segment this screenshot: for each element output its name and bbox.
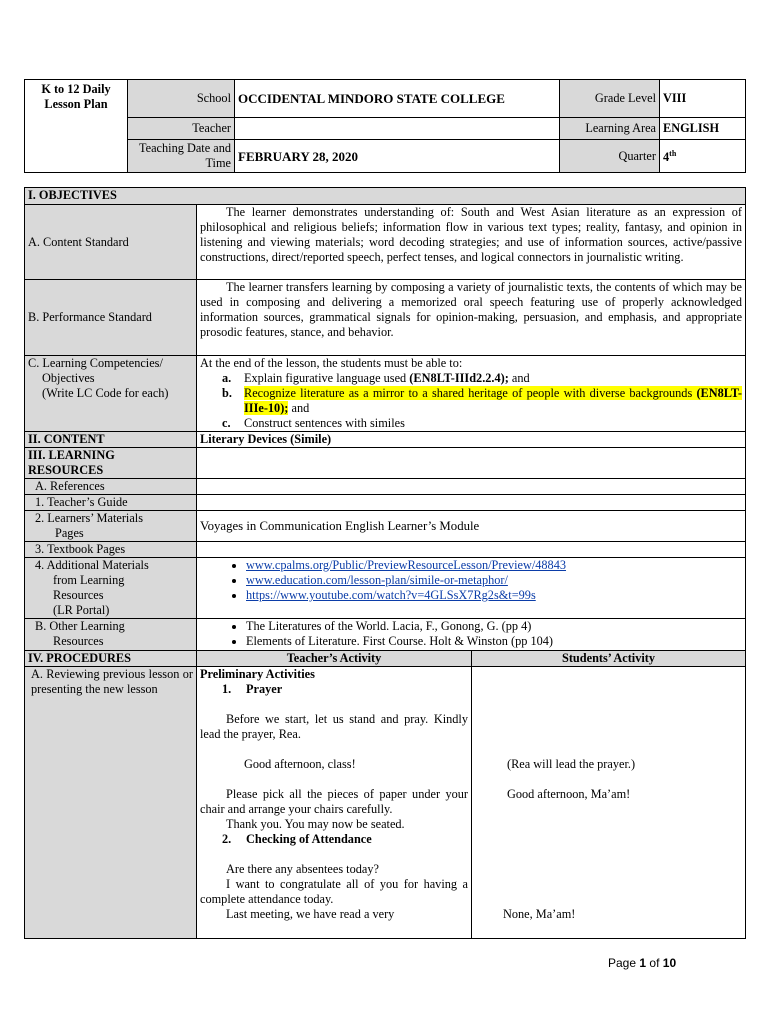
resources-heading: III. LEARNING RESOURCES [25,448,197,479]
teacher-line-congratulate: I want to congratulate all of you for having a complete attendance today. [200,877,468,906]
performance-standard-label: B. Performance Standard [25,280,197,356]
performance-standard-text: The learner transfers learning by composing a variety of journalistic texts, the contents of which may be used in composing and delivering a memorized oral speech featuring use of properly acknowledged information sources, grammatical signals for opinion-making, persuasion, and emphasis, and appropriate prosodic features, stance, and behavior. [197,280,746,356]
teacher-line-absentees: Are there any absentees today? [226,862,379,876]
dlp-title: K to 12 Daily Lesson Plan [25,80,128,173]
link-item[interactable] [246,558,742,573]
page-number: Page 1 of 10 [608,956,677,970]
other-resources-label: B. Other Learning Resources [25,619,197,651]
teacher-line-greeting: Good afternoon, class! [244,757,356,771]
learning-area-label: Learning Area [560,118,660,140]
teacher-label: Teacher [128,118,235,140]
teaching-date-value: FEBRUARY 28, 2020 [235,140,560,173]
school-label: School [128,80,235,118]
content-standard-text: The learner demonstrates understanding of: South and West Asian literature as an expression of philosophical and religious beliefs; information flow in various text types; reality, fantasy, and opinion in listening and viewing materials; word decoding strategies; and use of information sources, active/passive constructions, direct/reported speech, perfect tenses, and logical connectors in journalistic writing. [197,205,746,280]
prayer-heading: 1. Prayer [222,682,283,696]
teacher-value [235,118,560,140]
competency-c: c. Construct sentences with similes [222,416,405,430]
students-activity-heading: Students’ Activity [472,651,746,667]
textbook-pages-label: 3. Textbook Pages [25,542,197,558]
teacher-line-paper: Please pick all the pieces of paper under your chair and arrange your chairs carefully. [200,787,468,816]
competencies-content: At the end of the lesson, the students must be able to: a. Explain figurative language used (EN8LT-IIId2.2.4); and b. Recognize literature as a mirror to a shared heritage of people with diverse backgrounds (EN8LT-IIIe-10); and c. Construct sentences with similes [197,356,746,432]
content-heading: II. CONTENT [25,432,197,448]
procedures-heading: IV. PROCEDURES [25,651,197,667]
header-table [24,79,746,173]
other-resources-list [197,619,746,651]
teacher-line-seated: Thank you. You may now be seated. [226,817,405,831]
other-resource-item: • The Literatures of the World. Lacia, F., Gonong, G. (pp 4) [246,619,742,634]
teachers-guide-label: 1. Teacher’s Guide [25,495,197,511]
step-a-label: A. Reviewing previous lesson or presenting the new lesson [25,667,197,939]
preliminary-heading: Preliminary Activities [200,667,315,681]
education-link[interactable]: www.education.com/lesson-plan/simile-or-metaphor/ [246,573,508,587]
main-table [24,187,746,939]
school-value: OCCIDENTAL MINDORO STATE COLLEGE [235,80,560,118]
teacher-activity-cell [197,667,472,939]
competency-b: b. Recognize literature as a mirror to a shared heritage of people with diverse backgrounds (EN8LT-IIIe-10); and [222,386,743,415]
teaching-date-label: Teaching Date and Time [128,140,235,173]
quarter-value: 4th [660,140,746,173]
teacher-line-last-meeting: Last meeting, we have read a very [226,907,395,921]
link-item[interactable] [246,573,742,588]
learning-area-value: ENGLISH [660,118,746,140]
learners-materials-label: 2. Learners’ Materials Pages [25,511,197,542]
student-line-none: None, Ma’am! [503,907,576,921]
references-label: A. References [25,479,197,495]
additional-materials-links [197,558,746,619]
link-item[interactable] [246,588,742,603]
additional-materials-label: 4. Additional Materials from Learning Resources (LR Portal) [25,558,197,619]
content-value: Literary Devices (Simile) [197,432,746,448]
content-standard-label: A. Content Standard [25,205,197,280]
teacher-activity-heading: Teacher’s Activity [197,651,472,667]
other-resource-item: • Elements of Literature. First Course. Holt & Winston (pp 104) [246,634,742,649]
teacher-line-prayer: Before we start, let us stand and pray. Kindly lead the prayer, Rea. [200,712,468,741]
attendance-heading: 2. Checking of Attendance [222,832,372,846]
student-line-prayer: (Rea will lead the prayer.) [507,757,636,771]
quarter-label: Quarter [560,140,660,173]
grade-level-value: VIII [660,80,746,118]
youtube-link[interactable]: https://www.youtube.com/watch?v=4GLSsX7Rg2s&t=99s [246,588,536,602]
cpalms-link[interactable]: www.cpalms.org/Public/PreviewResourceLesson/Preview/48843 [246,558,567,572]
student-line-greeting: Good afternoon, Ma’am! [507,787,631,801]
competencies-label: C. Learning Competencies/ Objectives (Write LC Code for each) [25,356,197,432]
learners-materials-value: Voyages in Communication English Learner’s Module [197,511,746,542]
competency-a: a. Explain figurative language used (EN8LT-IIId2.2.4); and [222,371,530,385]
grade-level-label: Grade Level [560,80,660,118]
objectives-heading: I. OBJECTIVES [25,188,746,205]
students-activity-cell [472,667,746,939]
